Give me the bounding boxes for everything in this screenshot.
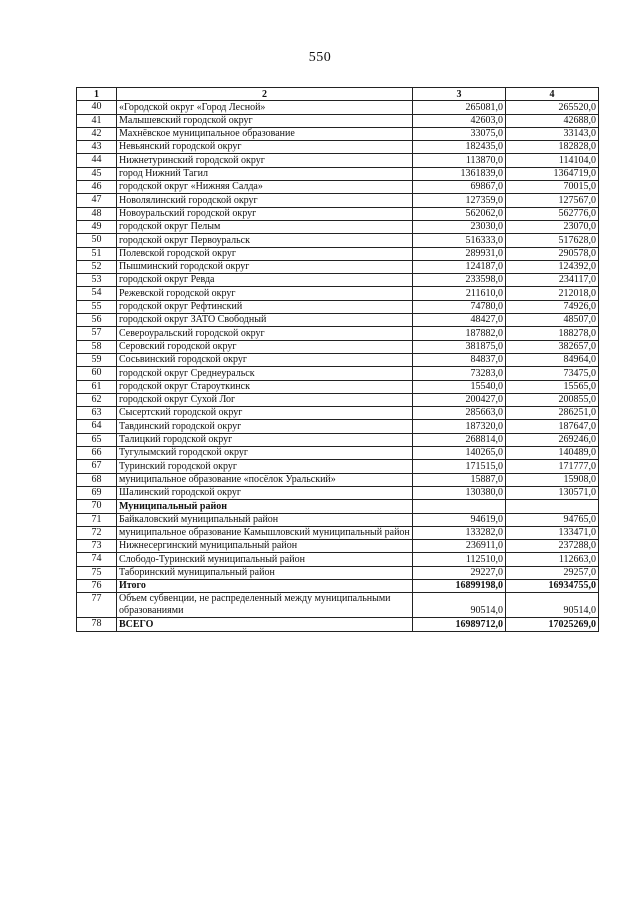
table-row <box>77 154 599 167</box>
table-row <box>77 486 599 499</box>
row-value-col4: 16934755,0 <box>506 579 599 592</box>
row-name: муниципальное образование Камышловский муниципальный район <box>117 526 413 539</box>
table-row <box>77 194 599 207</box>
row-name: городской округ Первоуральск <box>117 234 413 247</box>
row-number: 54 <box>77 287 117 300</box>
row-value-col3 <box>413 500 506 513</box>
row-number: 78 <box>77 618 117 631</box>
row-value-col4: 33143,0 <box>506 127 599 140</box>
row-number: 72 <box>77 526 117 539</box>
row-name: Малышевский городской округ <box>117 114 413 127</box>
row-name: Серовский городской округ <box>117 340 413 353</box>
row-number: 76 <box>77 579 117 592</box>
table-row <box>77 367 599 380</box>
row-name: Сысертский городской округ <box>117 407 413 420</box>
row-value-col3: 124187,0 <box>413 260 506 273</box>
row-value-col4: 114104,0 <box>506 154 599 167</box>
row-number: 53 <box>77 274 117 287</box>
header-col-3: 3 <box>413 88 506 101</box>
subvention-table <box>76 87 599 632</box>
row-value-col3: 42603,0 <box>413 114 506 127</box>
table-row <box>77 340 599 353</box>
row-value-col3: 69867,0 <box>413 181 506 194</box>
row-name: Талицкий городской округ <box>117 433 413 446</box>
row-number: 44 <box>77 154 117 167</box>
row-value-col4: 42688,0 <box>506 114 599 127</box>
table-row <box>77 460 599 473</box>
row-value-col3: 187882,0 <box>413 327 506 340</box>
row-value-col4: 234117,0 <box>506 274 599 287</box>
row-number: 56 <box>77 314 117 327</box>
row-value-col3: 23030,0 <box>413 220 506 233</box>
table-row <box>77 447 599 460</box>
row-number: 49 <box>77 220 117 233</box>
row-value-col3: 265081,0 <box>413 101 506 114</box>
table-header-row <box>77 88 599 101</box>
table-row <box>77 566 599 579</box>
row-value-col3: 171515,0 <box>413 460 506 473</box>
row-number: 50 <box>77 234 117 247</box>
row-value-col3: 112510,0 <box>413 553 506 566</box>
row-number: 58 <box>77 340 117 353</box>
table-row <box>77 526 599 539</box>
row-name: Объем субвенции, не распределенный между муниципальными образованиями <box>117 593 413 618</box>
table-row <box>77 167 599 180</box>
row-name: ВСЕГО <box>117 618 413 631</box>
row-name: городской округ Рефтинский <box>117 300 413 313</box>
row-name: городской округ Пелым <box>117 220 413 233</box>
row-name: Сосьвинский городской округ <box>117 353 413 366</box>
row-value-col4: 73475,0 <box>506 367 599 380</box>
row-number: 61 <box>77 380 117 393</box>
table-row <box>77 207 599 220</box>
row-name: муниципальное образование «посёлок Уральский» <box>117 473 413 486</box>
header-col-4: 4 <box>506 88 599 101</box>
row-name: Байкаловский муниципальный район <box>117 513 413 526</box>
table-row <box>77 513 599 526</box>
row-number: 64 <box>77 420 117 433</box>
row-value-col4: 130571,0 <box>506 486 599 499</box>
row-value-col4: 74926,0 <box>506 300 599 313</box>
row-number: 48 <box>77 207 117 220</box>
row-name: Тугулымский городской округ <box>117 447 413 460</box>
row-value-col3: 73283,0 <box>413 367 506 380</box>
row-value-col4: 182828,0 <box>506 141 599 154</box>
table-body <box>77 101 599 631</box>
table-row <box>77 353 599 366</box>
row-value-col3: 90514,0 <box>413 593 506 618</box>
row-number: 41 <box>77 114 117 127</box>
row-value-col3: 562062,0 <box>413 207 506 220</box>
row-value-col3: 233598,0 <box>413 274 506 287</box>
row-number: 63 <box>77 407 117 420</box>
row-value-col4: 562776,0 <box>506 207 599 220</box>
row-name: Невьянский городской округ <box>117 141 413 154</box>
row-number: 60 <box>77 367 117 380</box>
row-number: 43 <box>77 141 117 154</box>
table-row <box>77 141 599 154</box>
row-value-col4: 212018,0 <box>506 287 599 300</box>
row-value-col3: 187320,0 <box>413 420 506 433</box>
row-name: городской округ Ревда <box>117 274 413 287</box>
row-name: Пышминский городской округ <box>117 260 413 273</box>
row-name: Тавдинский городской округ <box>117 420 413 433</box>
table-row <box>77 393 599 406</box>
row-number: 59 <box>77 353 117 366</box>
row-name: городской округ Сухой Лог <box>117 393 413 406</box>
row-number: 42 <box>77 127 117 140</box>
row-number: 40 <box>77 101 117 114</box>
row-value-col3: 94619,0 <box>413 513 506 526</box>
row-value-col4: 84964,0 <box>506 353 599 366</box>
row-value-col3: 268814,0 <box>413 433 506 446</box>
row-number: 73 <box>77 540 117 553</box>
row-number: 71 <box>77 513 117 526</box>
row-name: Нижнетуринский городской округ <box>117 154 413 167</box>
table-row <box>77 114 599 127</box>
row-value-col3: 236911,0 <box>413 540 506 553</box>
row-number: 74 <box>77 553 117 566</box>
header-col-2: 2 <box>117 88 413 101</box>
table-row <box>77 553 599 566</box>
table-row <box>77 327 599 340</box>
table-row <box>77 618 599 631</box>
row-value-col3: 211610,0 <box>413 287 506 300</box>
row-value-col4 <box>506 500 599 513</box>
row-value-col4: 15908,0 <box>506 473 599 486</box>
row-value-col4: 23070,0 <box>506 220 599 233</box>
row-value-col4: 237288,0 <box>506 540 599 553</box>
table-row <box>77 579 599 592</box>
row-value-col4: 94765,0 <box>506 513 599 526</box>
row-value-col3: 127359,0 <box>413 194 506 207</box>
table-row <box>77 234 599 247</box>
row-number: 65 <box>77 433 117 446</box>
row-name: город Нижний Тагил <box>117 167 413 180</box>
row-value-col4: 127567,0 <box>506 194 599 207</box>
row-number: 47 <box>77 194 117 207</box>
row-value-col4: 48507,0 <box>506 314 599 327</box>
row-value-col4: 188278,0 <box>506 327 599 340</box>
row-value-col4: 382657,0 <box>506 340 599 353</box>
row-name: Новоуральский городской округ <box>117 207 413 220</box>
row-value-col3: 74780,0 <box>413 300 506 313</box>
row-number: 55 <box>77 300 117 313</box>
row-number: 70 <box>77 500 117 513</box>
row-number: 52 <box>77 260 117 273</box>
table-row <box>77 247 599 260</box>
row-name: Туринский городской округ <box>117 460 413 473</box>
row-value-col3: 182435,0 <box>413 141 506 154</box>
page-number: 550 <box>308 50 332 65</box>
row-number: 68 <box>77 473 117 486</box>
row-number: 66 <box>77 447 117 460</box>
table-row <box>77 540 599 553</box>
row-value-col3: 15540,0 <box>413 380 506 393</box>
row-value-col3: 33075,0 <box>413 127 506 140</box>
row-number: 69 <box>77 486 117 499</box>
row-value-col4: 70015,0 <box>506 181 599 194</box>
row-name: городской округ «Нижняя Салда» <box>117 181 413 194</box>
row-value-col4: 269246,0 <box>506 433 599 446</box>
table-row <box>77 380 599 393</box>
table-row <box>77 593 599 618</box>
table-row <box>77 473 599 486</box>
table-row <box>77 127 599 140</box>
row-value-col3: 516333,0 <box>413 234 506 247</box>
row-value-col4: 140489,0 <box>506 447 599 460</box>
table-row <box>77 274 599 287</box>
row-name: городской округ Староуткинск <box>117 380 413 393</box>
table-row <box>77 260 599 273</box>
row-value-col4: 265520,0 <box>506 101 599 114</box>
row-value-col3: 133282,0 <box>413 526 506 539</box>
table-row <box>77 101 599 114</box>
row-value-col4: 1364719,0 <box>506 167 599 180</box>
row-value-col3: 381875,0 <box>413 340 506 353</box>
row-value-col4: 200855,0 <box>506 393 599 406</box>
row-name: Махнёвское муниципальное образование <box>117 127 413 140</box>
table-row <box>77 300 599 313</box>
row-name: Шалинский городской округ <box>117 486 413 499</box>
row-value-col4: 15565,0 <box>506 380 599 393</box>
row-value-col4: 29257,0 <box>506 566 599 579</box>
row-value-col4: 17025269,0 <box>506 618 599 631</box>
row-name: Полевской городской округ <box>117 247 413 260</box>
row-name: Слободо-Туринский муниципальный район <box>117 553 413 566</box>
row-value-col3: 289931,0 <box>413 247 506 260</box>
row-name: Новолялинский городской округ <box>117 194 413 207</box>
row-value-col4: 290578,0 <box>506 247 599 260</box>
row-name: городской округ ЗАТО Свободный <box>117 314 413 327</box>
row-value-col3: 48427,0 <box>413 314 506 327</box>
row-name: городской округ Среднеуральск <box>117 367 413 380</box>
row-value-col3: 140265,0 <box>413 447 506 460</box>
row-value-col3: 16989712,0 <box>413 618 506 631</box>
row-value-col3: 1361839,0 <box>413 167 506 180</box>
row-name: Итого <box>117 579 413 592</box>
row-value-col4: 112663,0 <box>506 553 599 566</box>
row-number: 51 <box>77 247 117 260</box>
row-number: 67 <box>77 460 117 473</box>
table-row <box>77 500 599 513</box>
row-name: Режевской городской округ <box>117 287 413 300</box>
row-name: Нижнесергинский муниципальный район <box>117 540 413 553</box>
row-value-col3: 200427,0 <box>413 393 506 406</box>
row-number: 57 <box>77 327 117 340</box>
table-row <box>77 287 599 300</box>
row-number: 46 <box>77 181 117 194</box>
row-value-col3: 16899198,0 <box>413 579 506 592</box>
row-value-col4: 286251,0 <box>506 407 599 420</box>
row-number: 75 <box>77 566 117 579</box>
row-name: Муниципальный район <box>117 500 413 513</box>
table-row <box>77 181 599 194</box>
row-value-col4: 133471,0 <box>506 526 599 539</box>
row-number: 62 <box>77 393 117 406</box>
row-value-col3: 29227,0 <box>413 566 506 579</box>
row-value-col4: 124392,0 <box>506 260 599 273</box>
row-value-col4: 90514,0 <box>506 593 599 618</box>
header-col-1: 1 <box>77 88 117 101</box>
table-row <box>77 420 599 433</box>
row-number: 45 <box>77 167 117 180</box>
table-row <box>77 407 599 420</box>
table-row <box>77 433 599 446</box>
row-value-col4: 171777,0 <box>506 460 599 473</box>
row-name: Таборинский муниципальный район <box>117 566 413 579</box>
row-value-col3: 113870,0 <box>413 154 506 167</box>
row-value-col3: 84837,0 <box>413 353 506 366</box>
row-name: Североуральский городской округ <box>117 327 413 340</box>
row-value-col4: 187647,0 <box>506 420 599 433</box>
table-row <box>77 314 599 327</box>
table-row <box>77 220 599 233</box>
row-value-col3: 285663,0 <box>413 407 506 420</box>
row-name: «Городской округ «Город Лесной» <box>117 101 413 114</box>
row-number: 77 <box>77 593 117 618</box>
row-value-col3: 130380,0 <box>413 486 506 499</box>
row-value-col4: 517628,0 <box>506 234 599 247</box>
row-value-col3: 15887,0 <box>413 473 506 486</box>
